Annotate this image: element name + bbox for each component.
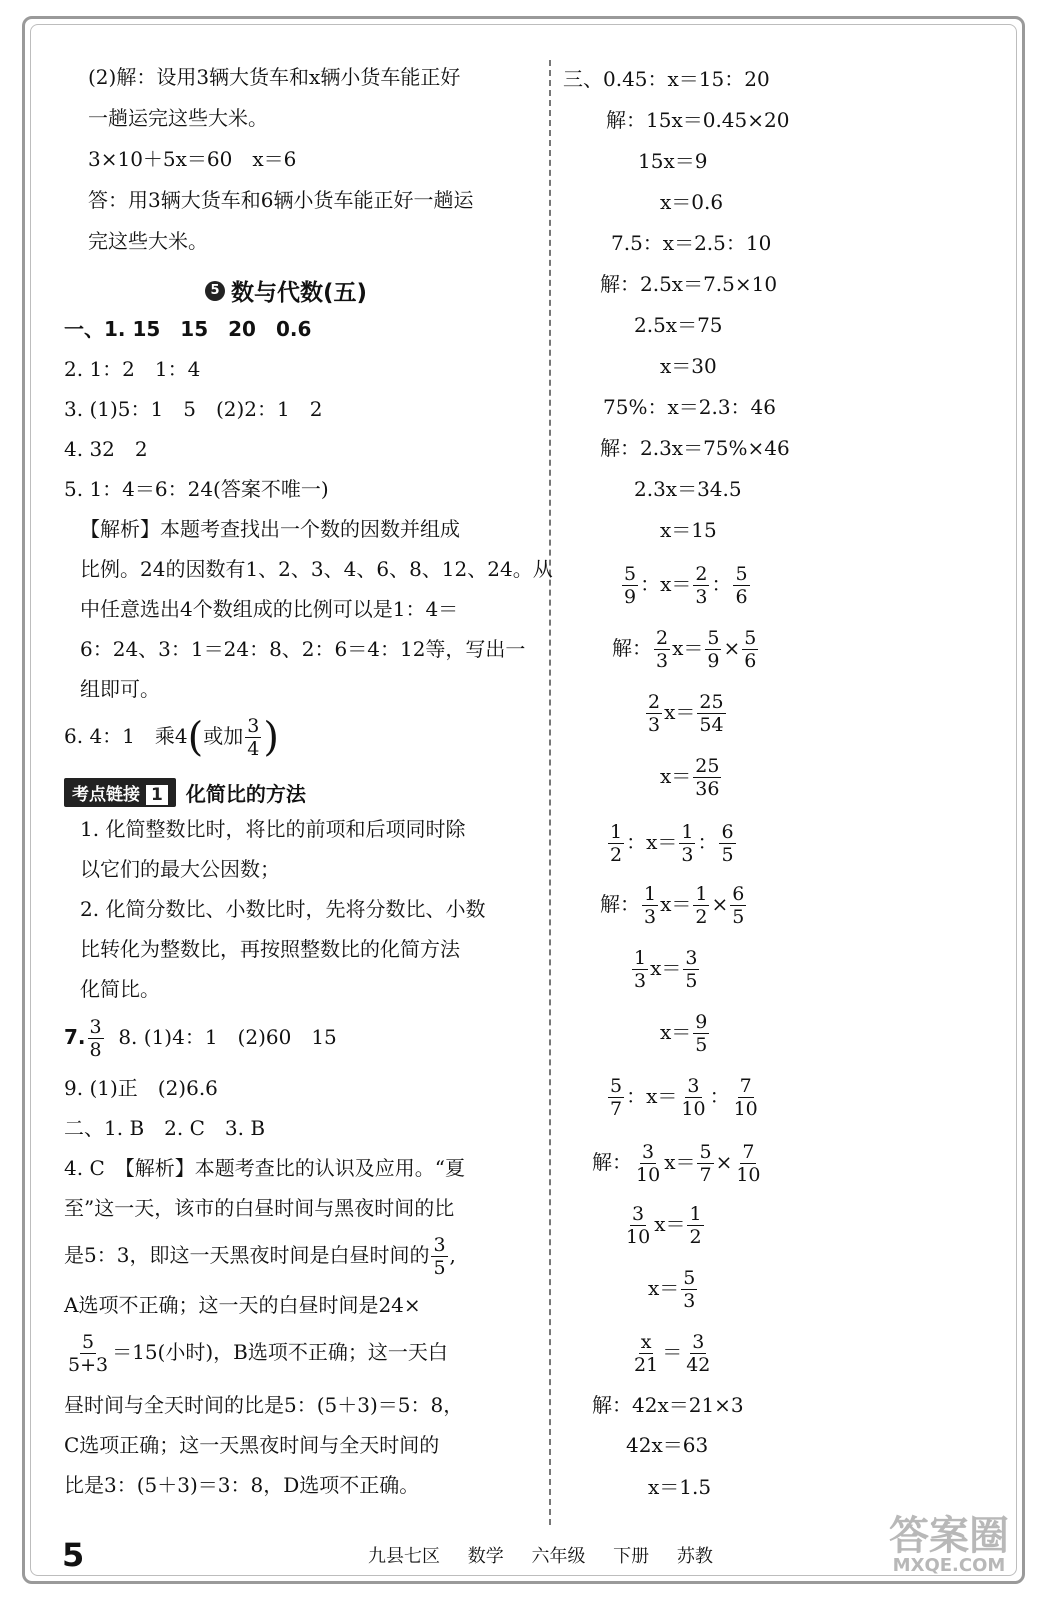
equation-line: $\frac{1}{3}$ x＝ $\frac{3}{5}$ [634,947,698,992]
equation-line: $\frac{5}{7}$ ：x＝ $\frac{3}{10}$ ： $\frac{7}{10}$ [610,1075,758,1120]
tip-label-badge: 考点链接 1 [64,778,176,807]
equation-line: $\frac{1}{2}$ ：x＝ $\frac{1}{3}$ ： $\frac{6}{5}$ [610,821,734,866]
answer-line: 3×10＋5x＝60 x＝6 [88,147,297,171]
column-divider [549,60,551,1525]
answer-line: 完这些大米。 [88,229,208,253]
watermark-logo: 答案圈 MXQE.COM [889,1513,1009,1576]
answer-text: 6. 4：1 乘4 [64,724,188,748]
tip-line: 以它们的最大公因数； [80,857,280,881]
equation-line: 解： $\frac{3}{10}$ x＝ $\frac{5}{7}$ × $\frac{7}{10}$ [592,1141,761,1186]
answer-line: 9. (1)正 (2)6.6 [64,1076,218,1100]
equation-line: 42x＝63 [626,1433,709,1457]
analysis-line: 至”这一天，该市的白昼时间与黑夜时间的比 [64,1196,455,1220]
tip-line: 比转化为整数比，再按照整数比的化简方法 [80,937,460,961]
equation-line: 三、0.45：x＝15：20 [563,67,770,91]
fraction: $\frac{3}{4}$ [247,715,260,760]
tip-line: 2. 化简分数比、小数比时，先将分数比、小数 [80,897,486,921]
answer-line: 4. C 【解析】本题考查比的认识及应用。“夏 [64,1156,465,1180]
fraction: $\frac{5}{5+3}$ [68,1331,109,1376]
section-number-icon: 5 [205,281,225,301]
equation-line: 2.5x＝75 [634,313,723,337]
answer-line: 2. 1：2 1：4 [64,357,201,381]
section-title [205,274,367,307]
answer-line: 一趟运完这些大米。 [88,106,268,130]
equation-line: 75%：x＝2.3：46 [603,395,776,419]
answer-line: 3. (1)5：1 5 (2)2：1 2 [64,397,323,421]
equation-line: 解：2.3x＝75%×46 [600,436,790,460]
tip-line: 化简比。 [80,977,160,1001]
equation-line: x＝0.6 [660,190,724,214]
answer-line: 5. 1：4＝6：24(答案不唯一) [64,477,329,501]
equation-line: 解：42x＝21×3 [592,1393,744,1417]
footer-info: 九县七区 数学 六年级 下册 苏教 [368,1546,713,1567]
answer-line: 一、1. 15 15 20 0.6 [64,317,312,341]
answer-line: 4. 32 2 [64,437,148,461]
equation-line: 解：15x＝0.45×20 [606,108,790,132]
answer-line: 6. 4：1 乘4(或加 $\frac{3}{4}$ ) [64,714,279,761]
answer-line: 二、1. B 2. C 3. B [64,1116,266,1140]
fraction: $\frac{3}{5}$ [433,1234,446,1279]
equation-line: 7.5：x＝2.5：10 [611,231,772,255]
answer-text: 或加 [203,724,244,748]
analysis-line: 组即可。 [80,677,160,701]
analysis-line: 中任意选出4个数组成的比例可以是1：4＝ [80,597,459,621]
equation-line: x＝15 [660,518,717,542]
analysis-line: 比是3：(5＋3)＝3：8，D选项不正确。 [64,1473,420,1497]
equation-line: x＝1.5 [648,1475,712,1499]
analysis-line: 6：24、3：1＝24：8、2：6＝4：12等，写出一 [80,637,526,661]
equation-line: x＝ $\frac{5}{3}$ [648,1267,696,1312]
equation-line: x＝ $\frac{9}{5}$ [660,1011,708,1056]
fraction: $\frac{3}{8}$ [89,1016,102,1061]
analysis-line: A选项不正确；这一天的白昼时间是24× [64,1293,421,1317]
equation-line: x＝ $\frac{25}{36}$ [660,755,720,800]
equation-line: $\frac{x}{21}$ ＝ $\frac{3}{42}$ [634,1331,711,1376]
answer-line: 答：用3辆大货车和6辆小货车能正好一趟运 [88,188,474,212]
equation-line: $\frac{3}{10}$ x＝ $\frac{1}{2}$ [626,1203,702,1248]
answer-line: (2)解：设用3辆大货车和x辆小货车能正好 [88,65,461,89]
page-number: 5 [62,1536,85,1574]
equation-line: $\frac{2}{3}$ x＝ $\frac{25}{54}$ [648,691,724,736]
equation-line: 15x＝9 [638,149,708,173]
tip-title: 化简比的方法 [185,782,306,806]
equation-line: 解： $\frac{1}{3}$ x＝ $\frac{1}{2}$ × $\frac{6}{5}$ [600,883,745,928]
analysis-line: 比例。24的因数有1、2、3、4、6、8、12、24。从 [80,557,553,581]
analysis-line: 是5：3，即这一天黑夜时间是白昼时间的 $\frac{3}{5}$ , [64,1234,456,1279]
analysis-line: $\frac{5}{5+3}$ ＝15(小时)，B选项不正确；这一天白 [68,1331,448,1376]
equation-line: 2.3x＝34.5 [634,477,742,501]
analysis-line: 【解析】本题考查找出一个数的因数并组成 [80,517,460,541]
equation-line: x＝30 [660,354,717,378]
answer-line: 7. $\frac{3}{8}$ 8. (1)4：1 (2)60 15 [64,1016,337,1061]
analysis-line: 昼时间与全天时间的比是5：(5＋3)＝5：8， [64,1393,464,1417]
section-title-text: 数与代数(五) [231,280,368,306]
equation-line: 解： $\frac{2}{3}$ x＝ $\frac{5}{9}$ × $\frac{5}{6}$ [612,627,757,672]
tip-header [64,778,306,807]
equation-line: 解：2.5x＝7.5×10 [600,272,778,296]
tip-line: 1. 化简整数比时，将比的前项和后项同时除 [80,817,466,841]
analysis-line: C选项正确；这一天黑夜时间与全天时间的 [64,1433,440,1457]
equation-line: $\frac{5}{9}$ ：x＝ $\frac{2}{3}$ ： $\frac{5}{6}$ [624,563,748,608]
